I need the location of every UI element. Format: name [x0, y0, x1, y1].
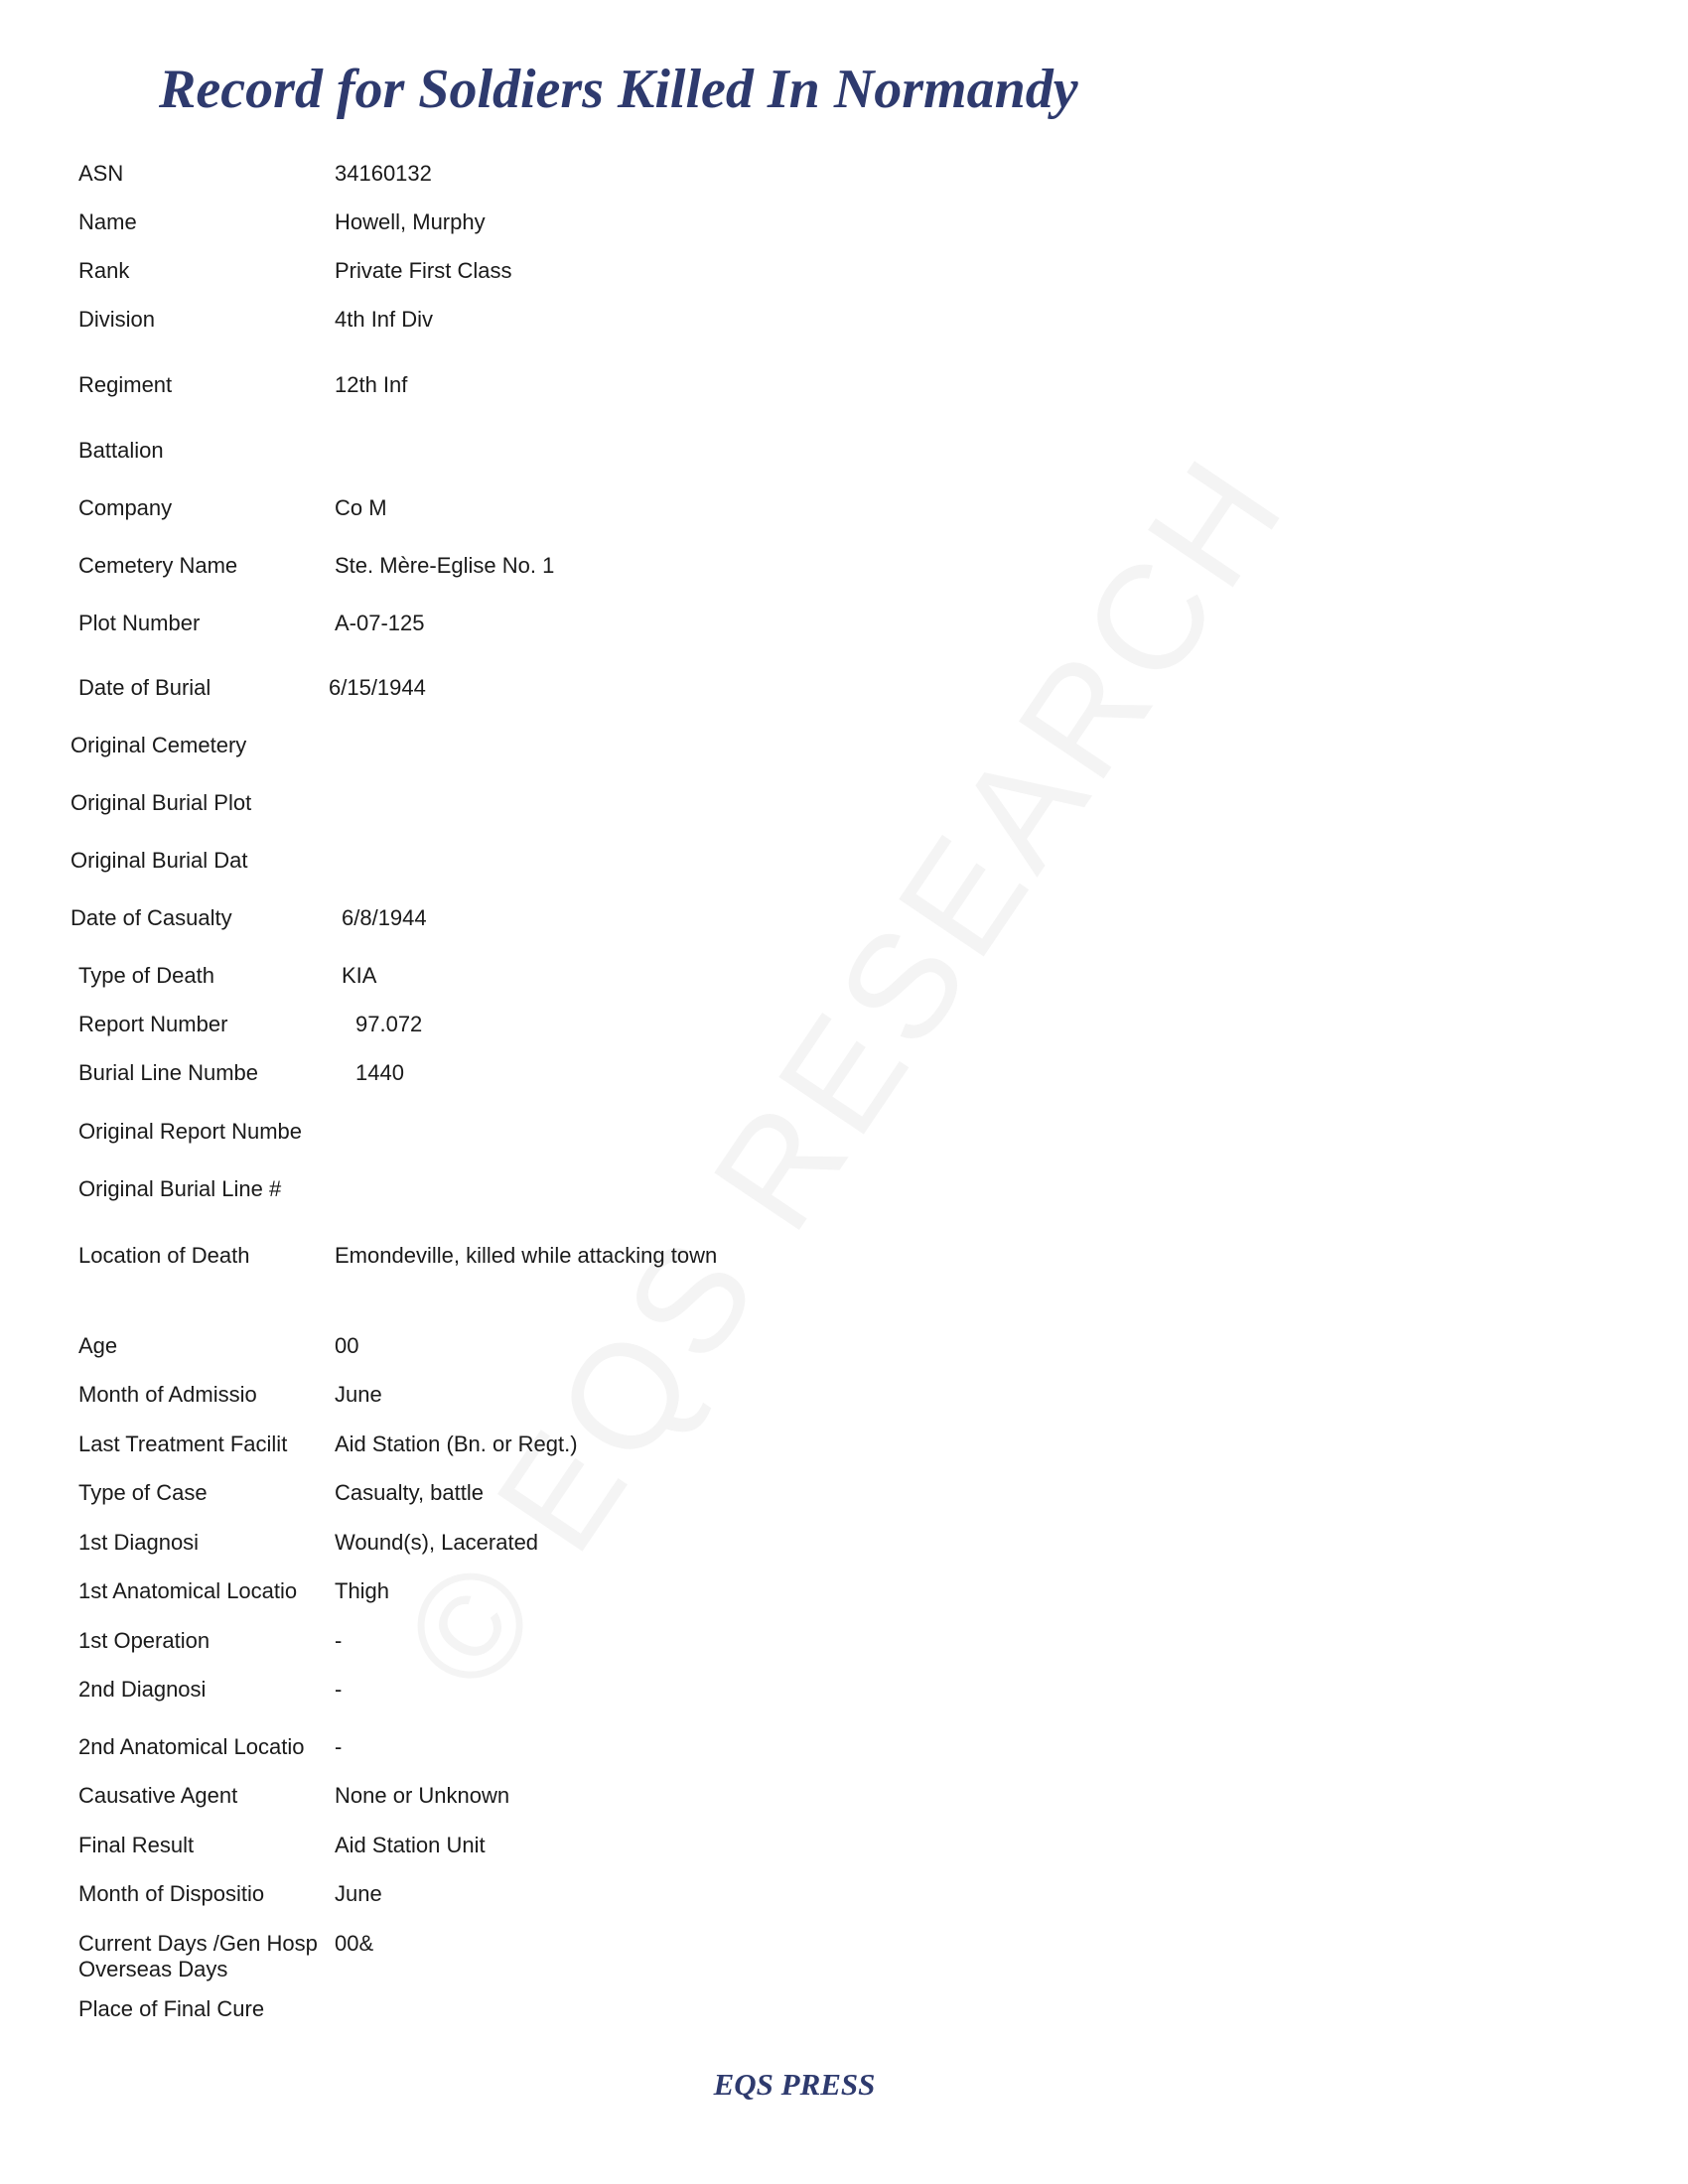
- field-label-causative-agent: Causative Agent: [78, 1783, 238, 1808]
- watermark: [368, 425, 1320, 1719]
- field-value-month-of-dispositio: June: [335, 1881, 382, 1906]
- field-label-1st-operation: 1st Operation: [78, 1628, 211, 1653]
- field-value-report-number: 97.072: [355, 1012, 423, 1036]
- field-label-burial-line-numbe: Burial Line Numbe: [78, 1060, 258, 1085]
- field-label-date-of-burial: Date of Burial: [78, 675, 211, 700]
- field-label-1st-anatomical-locatio: 1st Anatomical Locatio: [78, 1578, 298, 1603]
- field-value-causative-agent: None or Unknown: [335, 1783, 510, 1808]
- field-label-age: Age: [78, 1333, 118, 1358]
- field-label-cemetery-name: Cemetery Name: [78, 553, 238, 578]
- field-label-place-of-final-cure: Place of Final Cure: [78, 1996, 265, 2021]
- field-label-final-result: Final Result: [78, 1833, 195, 1857]
- field-label-last-treatment-facilit: Last Treatment Facilit: [78, 1432, 288, 1456]
- field-label-original-cemetery: Original Cemetery: [70, 733, 247, 757]
- field-label-1st-diagnosi: 1st Diagnosi: [78, 1530, 200, 1555]
- field-value-burial-line-numbe: 1440: [355, 1060, 404, 1085]
- field-label-2nd-anatomical-locatio: 2nd Anatomical Locatio: [78, 1734, 305, 1759]
- field-value-date-of-casualty: 6/8/1944: [342, 905, 427, 930]
- field-value-1st-anatomical-locatio: Thigh: [335, 1578, 390, 1603]
- field-value-rank: Private First Class: [335, 258, 512, 283]
- field-label-original-report-numbe: Original Report Numbe: [78, 1119, 302, 1144]
- document-title: Record for Soldiers Killed In Normandy: [159, 59, 1078, 120]
- field-value-division: 4th Inf Div: [335, 307, 434, 332]
- field-label-regiment: Regiment: [78, 372, 173, 397]
- field-value-2nd-diagnosi: -: [335, 1677, 343, 1702]
- field-value-cemetery-name: Ste. Mère-Eglise No. 1: [335, 553, 555, 578]
- field-label-original-burial-line: Original Burial Line #: [78, 1176, 282, 1201]
- field-value-asn: 34160132: [335, 161, 432, 186]
- field-label-battalion: Battalion: [78, 438, 164, 463]
- field-value-1st-operation: -: [335, 1628, 343, 1653]
- field-label-division: Division: [78, 307, 156, 332]
- field-value-date-of-burial: 6/15/1944: [329, 675, 426, 700]
- field-value-month-of-admissio: June: [335, 1382, 382, 1407]
- field-label-name: Name: [78, 209, 137, 234]
- field-label-2nd-diagnosi: 2nd Diagnosi: [78, 1677, 207, 1702]
- field-value-plot-number: A-07-125: [335, 611, 425, 635]
- field-value-1st-diagnosi: Wound(s), Lacerated: [335, 1530, 539, 1555]
- field-label-report-number: Report Number: [78, 1012, 228, 1036]
- field-value-name: Howell, Murphy: [335, 209, 486, 234]
- footer-publisher: EQS PRESS: [713, 2067, 876, 2102]
- field-value-company: Co M: [335, 495, 387, 520]
- field-value-last-treatment-facilit: Aid Station (Bn. or Regt.): [335, 1432, 578, 1456]
- field-value-regiment: 12th Inf: [335, 372, 408, 397]
- field-value-final-result: Aid Station Unit: [335, 1833, 486, 1857]
- field-label-current-days-gen-hosp: Current Days /Gen Hosp Overseas Days: [78, 1931, 318, 1981]
- field-label-plot-number: Plot Number: [78, 611, 201, 635]
- field-label-location-of-death: Location of Death: [78, 1243, 250, 1268]
- field-label-type-of-death: Type of Death: [78, 963, 214, 988]
- field-value-age: 00: [335, 1333, 359, 1358]
- field-value-type-of-death: KIA: [342, 963, 377, 988]
- field-value-location-of-death: Emondeville, killed while attacking town: [335, 1243, 718, 1268]
- field-value-type-of-case: Casualty, battle: [335, 1480, 485, 1505]
- field-value-2nd-anatomical-locatio: -: [335, 1734, 343, 1759]
- field-label-rank: Rank: [78, 258, 130, 283]
- field-value-current-days-gen-hosp: 00&: [335, 1931, 374, 1956]
- field-label-original-burial-dat: Original Burial Dat: [70, 848, 248, 873]
- field-label-original-burial-plot: Original Burial Plot: [70, 790, 252, 815]
- field-label-company: Company: [78, 495, 173, 520]
- field-label-month-of-admissio: Month of Admissio: [78, 1382, 257, 1407]
- field-label-type-of-case: Type of Case: [78, 1480, 208, 1505]
- field-label-asn: ASN: [78, 161, 124, 186]
- field-label-date-of-casualty: Date of Casualty: [70, 905, 232, 930]
- field-label-month-of-dispositio: Month of Dispositio: [78, 1881, 265, 1906]
